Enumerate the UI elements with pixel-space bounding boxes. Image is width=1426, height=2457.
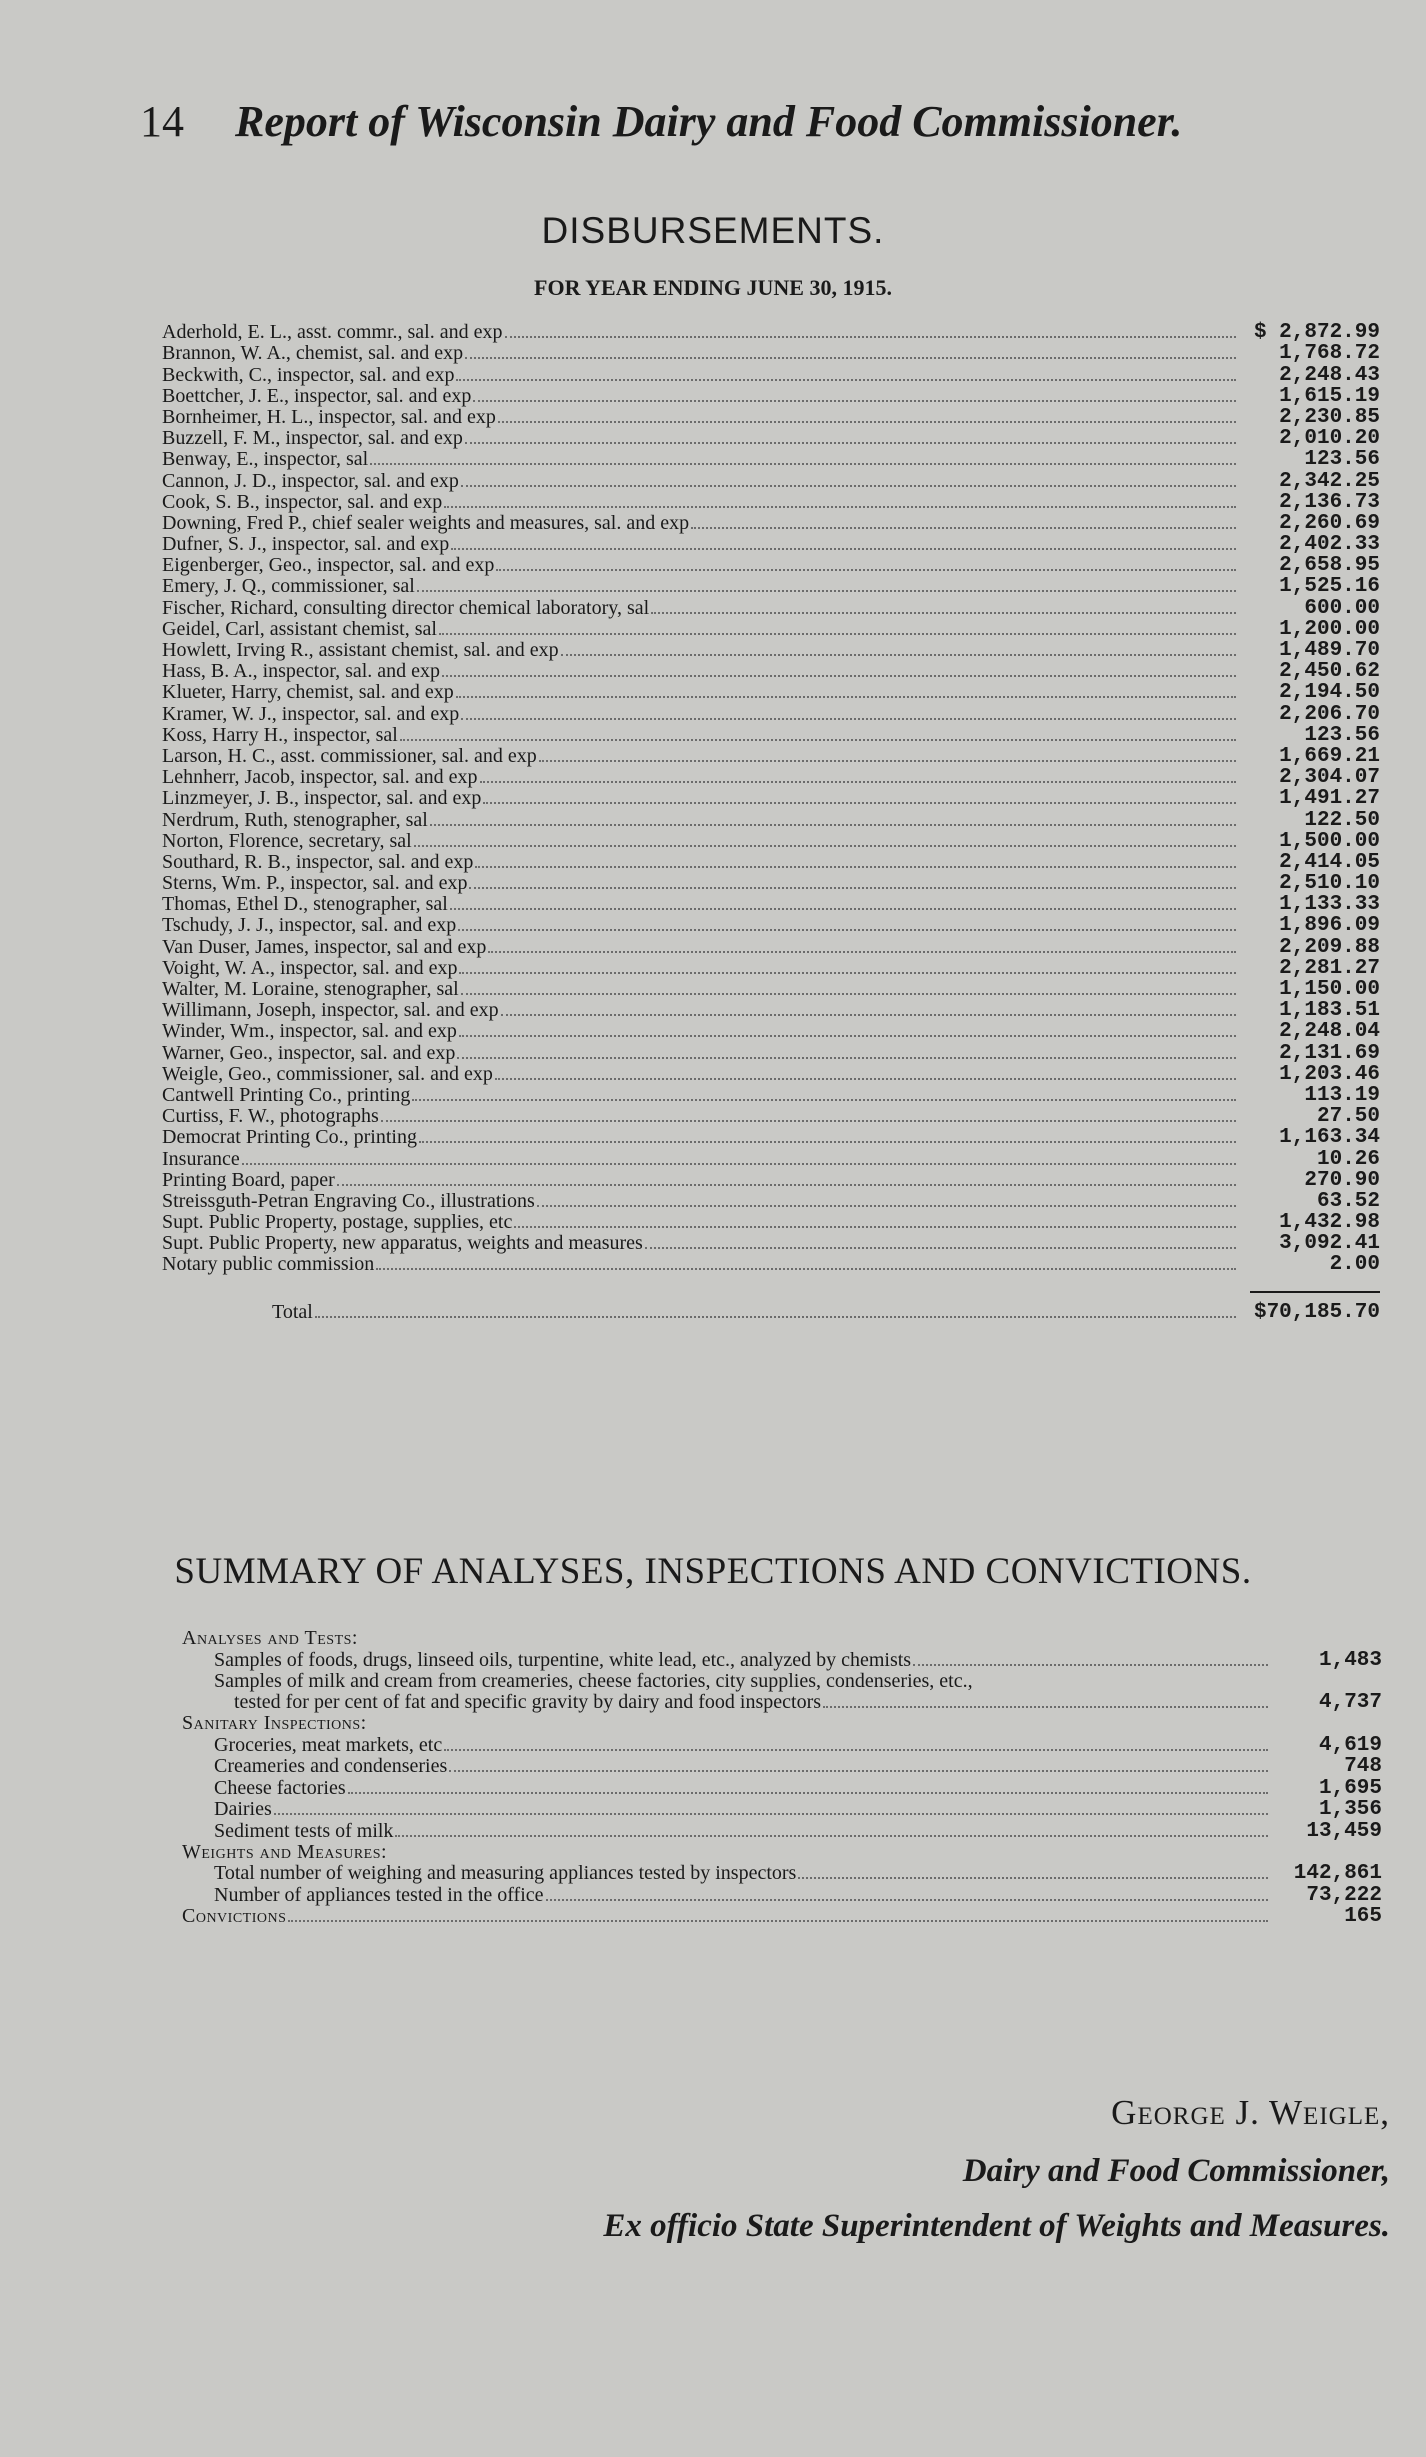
total-label: Total <box>272 1301 313 1324</box>
row-label: Tschudy, J. J., inspector, sal. and exp <box>162 914 457 937</box>
row-label: Beckwith, C., inspector, sal. and exp <box>162 363 455 386</box>
sanitary-rows <box>182 1734 1382 1842</box>
page-number: 14 <box>140 97 184 146</box>
leader-dots <box>430 824 1236 826</box>
row-value: 1,491.27 <box>1279 787 1380 811</box>
convictions-value: 165 <box>1344 1905 1382 1928</box>
row-label: Sterns, Wm. P., inspector, sal. and exp <box>162 872 468 895</box>
leader-dots <box>449 1770 1268 1772</box>
leader-dots <box>439 633 1236 635</box>
row-value: 1,615.19 <box>1279 384 1380 408</box>
leader-dots <box>651 612 1236 614</box>
leader-dots <box>274 1813 1268 1815</box>
row-label: Aderhold, E. L., asst. commr., sal. and exp <box>162 321 503 344</box>
leader-dots <box>501 1014 1236 1016</box>
leader-dots <box>450 908 1236 910</box>
row-label: Buzzell, F. M., inspector, sal. and exp <box>162 427 463 450</box>
leader-dots <box>475 866 1236 868</box>
leader-dots <box>348 1792 1268 1794</box>
leader-dots <box>480 781 1236 783</box>
row-value: 123.56 <box>1304 448 1380 472</box>
table-row <box>162 852 1380 873</box>
leader-dots <box>457 1057 1236 1059</box>
row-label: Boettcher, J. E., inspector, sal. and exp <box>162 384 472 407</box>
total-rule <box>1250 1291 1380 1293</box>
table-row <box>162 1127 1380 1148</box>
disbursements-title: DISBURSEMENTS. <box>541 210 885 251</box>
row-value: 1,163.34 <box>1279 1126 1380 1150</box>
analyses-row <box>182 1649 1382 1671</box>
row-label: Norton, Florence, secretary, sal <box>162 829 412 852</box>
row-label: Thomas, Ethel D., stenographer, sal <box>162 893 448 916</box>
row-value: 142,861 <box>1293 1862 1382 1885</box>
row-label: Linzmeyer, J. B., inspector, sal. and exp <box>162 787 482 810</box>
table-row <box>162 809 1380 830</box>
table-row <box>162 555 1380 576</box>
leader-dots <box>469 887 1236 889</box>
convictions-row <box>182 1906 1382 1928</box>
leader-dots <box>465 442 1236 444</box>
weights-rows <box>182 1863 1382 1906</box>
leader-dots <box>461 993 1236 995</box>
row-label: Koss, Harry H., inspector, sal <box>162 723 398 746</box>
leader-dots <box>442 675 1236 677</box>
table-row <box>162 746 1380 767</box>
row-label: Warner, Geo., inspector, sal. and exp <box>162 1041 456 1064</box>
leader-dots <box>823 1706 1268 1708</box>
row-value: 748 <box>1344 1755 1382 1778</box>
table-row <box>182 1756 1382 1778</box>
leader-dots <box>488 951 1236 953</box>
row-label: Southard, R. B., inspector, sal. and exp <box>162 850 474 873</box>
table-row <box>162 1085 1380 1106</box>
table-row <box>182 1799 1382 1821</box>
row-label: Downing, Fred P., chief sealer weights and measures, sal. and exp <box>162 511 690 534</box>
table-row <box>162 1021 1380 1042</box>
table-row <box>182 1734 1382 1756</box>
leader-dots <box>458 929 1236 931</box>
row-label: Weigle, Geo., commissioner, sal. and exp <box>162 1062 493 1085</box>
row-label: Streissguth-Petran Engraving Co., illustrations <box>162 1189 535 1212</box>
row-value: 113.19 <box>1304 1083 1380 1107</box>
leader-dots <box>561 654 1236 656</box>
row-value: 1,768.72 <box>1279 342 1380 366</box>
row-label: Bornheimer, H. L., inspector, sal. and exp <box>162 405 496 428</box>
row-value: 4,619 <box>1318 1733 1382 1757</box>
row-label: tested for per cent of fat and specific gravity by dairy and food inspectors <box>234 1691 822 1713</box>
leader-dots <box>539 760 1236 762</box>
row-value: 2,260.69 <box>1279 511 1380 535</box>
table-row <box>162 449 1380 470</box>
row-value: 73,222 <box>1306 1883 1382 1907</box>
leader-dots <box>288 1920 1268 1922</box>
signature-name: George J. Weigle, <box>1111 2093 1390 2132</box>
row-value: 1,150.00 <box>1279 978 1380 1001</box>
table-row <box>162 597 1380 618</box>
leader-dots <box>315 1316 1236 1318</box>
row-label: Curtiss, F. W., photographs <box>162 1105 379 1128</box>
row-value: 2,136.73 <box>1279 490 1380 514</box>
row-label: Brannon, W. A., chemist, sal. and exp <box>162 342 464 365</box>
row-value: 2,304.07 <box>1279 766 1380 790</box>
row-value: 1,200.00 <box>1279 617 1380 641</box>
row-label: Voight, W. A., inspector, sal. and exp <box>162 956 458 979</box>
leader-dots <box>242 1163 1236 1165</box>
row-label: Cannon, J. D., inspector, sal. and exp <box>162 469 459 492</box>
row-label: Eigenberger, Geo., inspector, sal. and exp <box>162 554 495 577</box>
row-label: Groceries, meat markets, etc <box>214 1733 443 1756</box>
row-value: 2,010.20 <box>1279 427 1380 451</box>
leader-dots <box>412 1099 1236 1101</box>
leader-dots <box>645 1247 1236 1249</box>
row-value: 1,500.00 <box>1279 829 1380 853</box>
leader-dots <box>337 1184 1236 1186</box>
row-value: 1,669.21 <box>1279 744 1380 768</box>
leader-dots <box>400 739 1236 741</box>
row-value: 2,131.69 <box>1279 1041 1380 1065</box>
row-value: 122.50 <box>1304 808 1380 832</box>
row-label: Lehnherr, Jacob, inspector, sal. and exp <box>162 766 478 789</box>
row-value: 2,206.70 <box>1279 702 1380 726</box>
leader-dots <box>444 1749 1268 1751</box>
row-value: 2,230.85 <box>1279 405 1380 429</box>
row-value: 1,203.46 <box>1279 1062 1380 1086</box>
row-label: Willimann, Joseph, inspector, sal. and exp <box>162 999 499 1022</box>
table-row <box>162 1148 1380 1169</box>
table-row <box>162 831 1380 852</box>
running-header <box>140 96 1182 147</box>
row-label: Klueter, Harry, chemist, sal. and exp <box>162 681 454 704</box>
row-value: 600.00 <box>1304 596 1380 620</box>
table-row <box>162 661 1380 682</box>
leader-dots <box>395 1835 1268 1837</box>
row-label: Geidel, Carl, assistant chemist, sal <box>162 617 437 640</box>
row-label: Printing Board, paper <box>162 1168 335 1191</box>
row-value: 10.26 <box>1316 1147 1380 1171</box>
summary-title: SUMMARY OF ANALYSES, INSPECTIONS AND CONVICTIONS. <box>174 1551 1252 1592</box>
total-row <box>162 1297 1380 1323</box>
row-label: Sediment tests of milk <box>214 1819 394 1842</box>
row-label: Cheese factories <box>214 1776 346 1799</box>
row-label: Nerdrum, Ruth, stenographer, sal <box>162 808 428 831</box>
row-value: 4,737 <box>1318 1691 1382 1714</box>
disbursements-table <box>162 322 1380 1323</box>
row-value: 2,248.04 <box>1279 1020 1380 1044</box>
table-row <box>162 873 1380 894</box>
row-value: 27.50 <box>1316 1105 1380 1129</box>
row-value: 2,281.27 <box>1279 956 1380 980</box>
leader-dots <box>498 421 1236 423</box>
leader-dots <box>496 569 1236 571</box>
leader-dots <box>461 485 1236 487</box>
leader-dots <box>691 527 1236 529</box>
table-row <box>162 788 1380 809</box>
table-row <box>162 1000 1380 1021</box>
leader-dots <box>456 696 1236 698</box>
disbursements-subtitle: FOR YEAR ENDING JUNE 30, 1915. <box>534 275 892 300</box>
leader-dots <box>483 802 1236 804</box>
table-row <box>182 1777 1382 1799</box>
row-label: Democrat Printing Co., printing <box>162 1126 417 1149</box>
row-value: 1,183.51 <box>1279 999 1380 1023</box>
row-label: Dufner, S. J., inspector, sal. and exp <box>162 533 450 556</box>
row-label: Dairies <box>214 1798 272 1820</box>
leader-dots <box>370 463 1236 465</box>
row-value: 1,483 <box>1318 1648 1382 1672</box>
table-row <box>162 725 1380 746</box>
leader-dots <box>456 379 1236 381</box>
leader-dots <box>514 1226 1236 1228</box>
row-label: Winder, Wm., inspector, sal. and exp <box>162 1020 457 1043</box>
table-row <box>162 1254 1380 1275</box>
table-row <box>162 513 1380 534</box>
leader-dots <box>537 1205 1236 1207</box>
running-title: Report of Wisconsin Dairy and Food Commissioner. <box>235 97 1183 146</box>
row-value: 123.56 <box>1304 723 1380 747</box>
table-row <box>182 1884 1382 1906</box>
analyses-row <box>182 1692 1382 1714</box>
table-row <box>162 682 1380 703</box>
leader-dots <box>451 548 1236 550</box>
row-value: 1,432.98 <box>1279 1211 1380 1235</box>
row-label: Total number of weighing and measuring appliances tested by inspectors <box>214 1862 797 1884</box>
row-value: 1,133.33 <box>1279 893 1380 917</box>
table-row <box>162 322 1380 343</box>
table-row <box>162 619 1380 640</box>
table-row <box>162 492 1380 513</box>
row-value: 2,342.25 <box>1279 469 1380 493</box>
row-value: 2,248.43 <box>1279 363 1380 387</box>
leader-dots <box>465 357 1236 359</box>
table-row <box>162 958 1380 979</box>
table-row <box>162 703 1380 724</box>
table-row <box>162 1170 1380 1191</box>
table-row <box>162 364 1380 385</box>
row-label: Creameries and condenseries <box>214 1755 448 1777</box>
row-value: 2,402.33 <box>1279 533 1380 557</box>
table-row <box>162 343 1380 364</box>
table-row <box>162 407 1380 428</box>
row-value: 1,695 <box>1318 1776 1382 1800</box>
row-value: $ 2,872.99 <box>1253 321 1380 345</box>
row-value: 2,450.62 <box>1279 660 1380 684</box>
leader-dots <box>495 1078 1236 1080</box>
row-value: 1,489.70 <box>1279 639 1380 662</box>
table-row <box>162 470 1380 491</box>
row-label: Supt. Public Property, postage, supplies, etc <box>162 1211 513 1234</box>
leader-dots <box>459 1035 1236 1037</box>
table-row <box>162 936 1380 957</box>
analyses-row2-line1: Samples of milk and cream from creameries, cheese factories, city supplies, condenseries, etc., <box>214 1669 973 1692</box>
table-row <box>162 386 1380 407</box>
row-label: Samples of foods, drugs, linseed oils, turpentine, white lead, etc., analyzed by chemists <box>214 1648 912 1671</box>
row-label: Number of appliances tested in the office <box>214 1883 544 1906</box>
row-label: Larson, H. C., asst. commissioner, sal. and exp <box>162 744 537 767</box>
row-label: Benway, E., inspector, sal <box>162 448 369 471</box>
row-value: 2,414.05 <box>1279 850 1380 874</box>
table-row <box>162 640 1380 661</box>
leader-dots <box>546 1899 1268 1901</box>
table-row <box>162 979 1380 1000</box>
row-label: Emery, J. Q., commissioner, sal <box>162 575 415 598</box>
row-value: 1,356 <box>1318 1798 1382 1821</box>
disbursements-rows <box>162 322 1380 1275</box>
leader-dots <box>381 1120 1236 1122</box>
table-row <box>162 1064 1380 1085</box>
leader-dots <box>419 1141 1236 1143</box>
table-row <box>162 428 1380 449</box>
leader-dots <box>461 718 1236 720</box>
row-label: Hass, B. A., inspector, sal. and exp <box>162 660 441 683</box>
table-row <box>162 767 1380 788</box>
row-label: Fischer, Richard, consulting director chemical laboratory, sal <box>162 596 650 619</box>
row-label: Walter, M. Loraine, stenographer, sal <box>162 978 459 1000</box>
table-row <box>162 576 1380 597</box>
table-row <box>162 894 1380 915</box>
summary-section <box>182 1628 1382 1927</box>
row-label: Supt. Public Property, new apparatus, weights and measures <box>162 1232 643 1255</box>
leader-dots <box>505 336 1237 338</box>
leader-dots <box>913 1664 1268 1666</box>
table-row <box>182 1820 1382 1842</box>
leader-dots <box>798 1877 1268 1879</box>
weights-heading: Weights and Measures: <box>182 1840 388 1863</box>
row-value: 3,092.41 <box>1279 1232 1380 1256</box>
row-value: 2,194.50 <box>1279 681 1380 705</box>
table-row <box>182 1863 1382 1885</box>
sanitary-heading: Sanitary Inspections: <box>182 1712 367 1734</box>
row-value: 2,209.88 <box>1279 935 1380 959</box>
signature-title-ex-officio: Ex officio State Superintendent of Weights and Measures. <box>603 2208 1390 2244</box>
row-label: Cook, S. B., inspector, sal. and exp <box>162 490 443 513</box>
row-value: 1,525.16 <box>1279 575 1380 599</box>
analyses-heading: Analyses and Tests: <box>182 1627 358 1649</box>
row-value: 270.90 <box>1304 1168 1380 1192</box>
table-row <box>162 534 1380 555</box>
leader-dots <box>473 400 1236 402</box>
table-row <box>162 1042 1380 1063</box>
leader-dots <box>459 972 1236 974</box>
table-row <box>162 1212 1380 1233</box>
table-row <box>162 1106 1380 1127</box>
row-label: Notary public commission <box>162 1253 375 1276</box>
row-value: 2,658.95 <box>1279 554 1380 578</box>
row-value: 2,510.10 <box>1279 872 1380 896</box>
row-label: Van Duser, James, inspector, sal and exp <box>162 935 487 958</box>
table-row <box>162 1233 1380 1254</box>
row-value: 13,459 <box>1306 1819 1382 1843</box>
total-amount: $70,185.70 <box>1253 1301 1380 1325</box>
table-row <box>162 1191 1380 1212</box>
row-value: 63.52 <box>1316 1189 1380 1213</box>
signature-title: Dairy and Food Commissioner, <box>962 2153 1390 2189</box>
row-label: Insurance <box>162 1147 240 1170</box>
leader-dots <box>414 845 1236 847</box>
row-label: Kramer, W. J., inspector, sal. and exp <box>162 702 460 725</box>
leader-dots <box>376 1268 1236 1270</box>
leader-dots <box>417 590 1236 592</box>
row-value: 2.00 <box>1329 1253 1380 1277</box>
leader-dots <box>444 506 1236 508</box>
row-value: 1,896.09 <box>1279 914 1380 938</box>
row-label: Cantwell Printing Co., printing <box>162 1083 411 1106</box>
table-row <box>162 915 1380 936</box>
convictions-label: Convictions <box>182 1905 287 1927</box>
row-label: Howlett, Irving R., assistant chemist, sal. and exp <box>162 639 559 661</box>
